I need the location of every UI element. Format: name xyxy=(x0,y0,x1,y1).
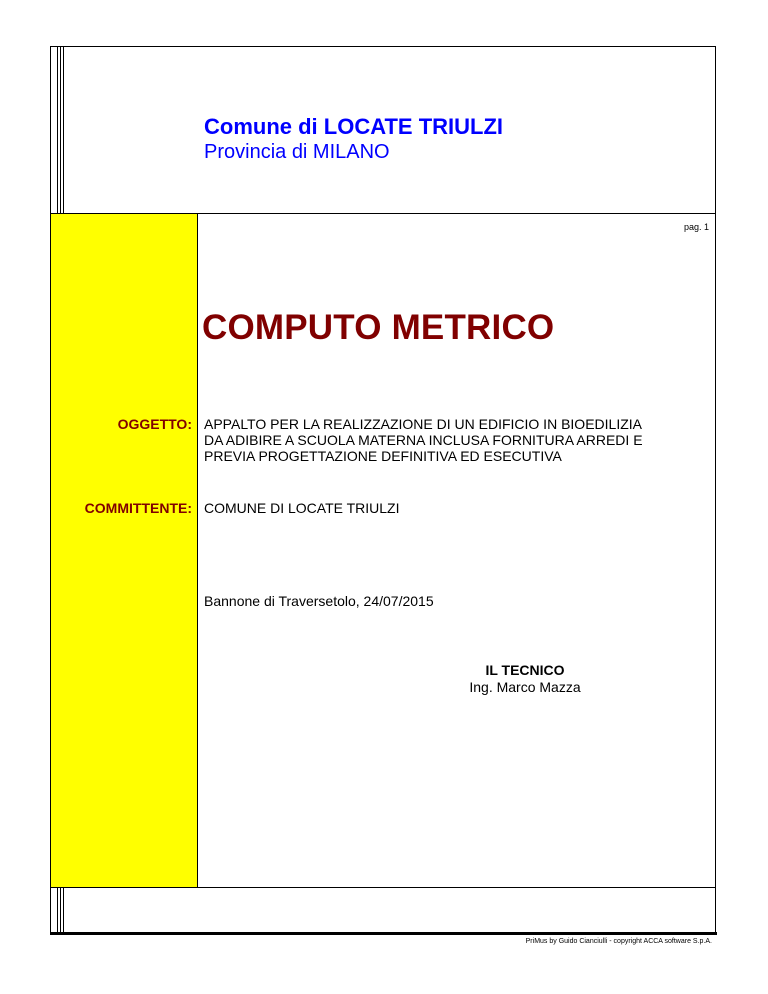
oggetto-line: DA ADIBIRE A SCUOLA MATERNA INCLUSA FORNITURA ARREDI E xyxy=(204,432,643,448)
yellow-sidebar xyxy=(51,214,198,887)
page-number: pag. 1 xyxy=(683,222,709,232)
province-name: Provincia di MILANO xyxy=(204,141,390,163)
footer-divider xyxy=(50,887,716,888)
signature-title: IL TECNICO xyxy=(485,662,565,678)
committente-value: COMUNE DI LOCATE TRIULZI xyxy=(204,500,400,516)
oggetto-label: OGGETTO: xyxy=(117,416,192,432)
signature-block xyxy=(430,662,620,696)
oggetto-line: PREVIA PROGETTAZIONE DEFINITIVA ED ESECUTIVA xyxy=(204,448,562,464)
document-title: COMPUTO METRICO xyxy=(202,308,555,347)
oggetto-value xyxy=(204,416,724,464)
committente-label: COMMITTENTE: xyxy=(84,500,192,516)
software-credit: PriMus by Guido Cianciulli - copyright ACCA software S.p.A. xyxy=(525,938,712,945)
place-date: Bannone di Traversetolo, 24/07/2015 xyxy=(204,593,434,609)
commune-name: Comune di LOCATE TRIULZI xyxy=(204,114,504,139)
frame-bottom-rule xyxy=(50,932,717,935)
oggetto-line: APPALTO PER LA REALIZZAZIONE DI UN EDIFICIO IN BIOEDILIZIA xyxy=(204,416,642,432)
signature-name: Ing. Marco Mazza xyxy=(469,679,581,695)
